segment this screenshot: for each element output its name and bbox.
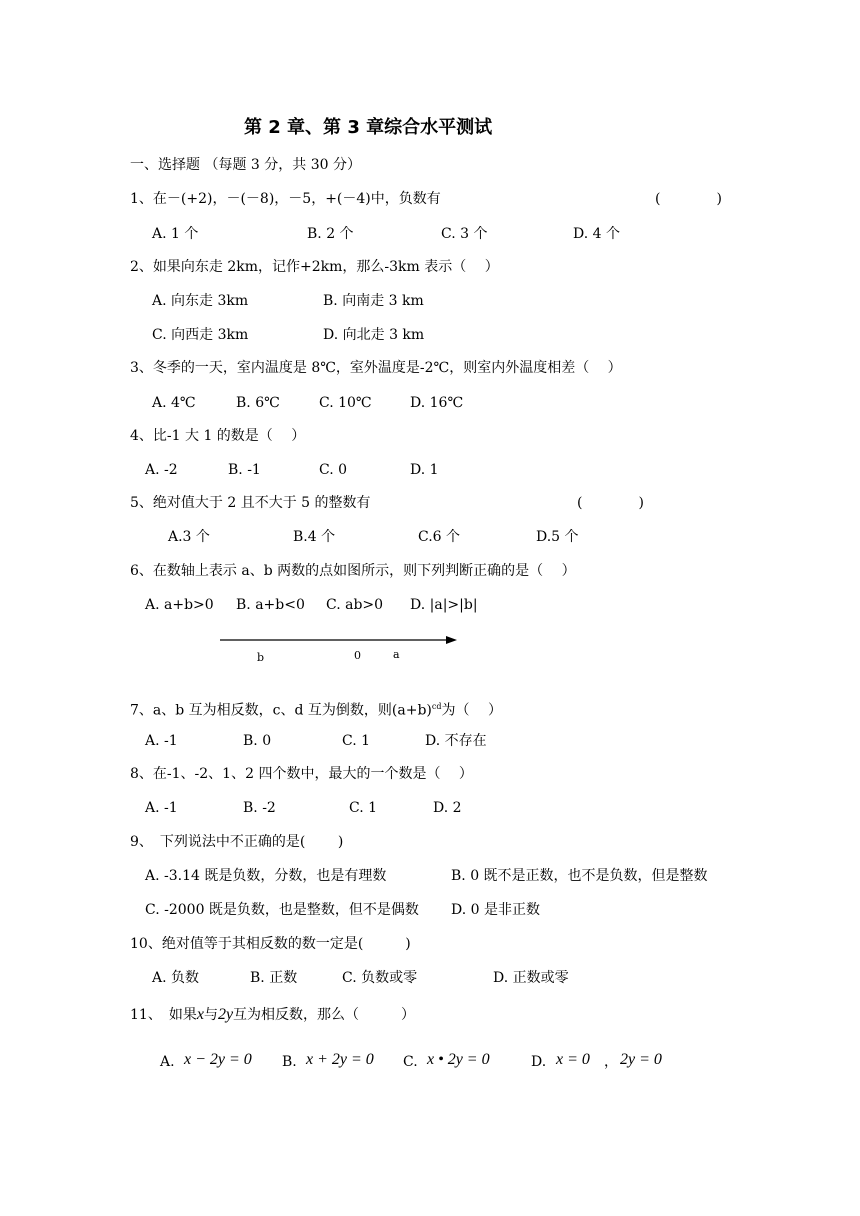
- question-11-stem: [130, 1006, 415, 1024]
- question-8-option-b: B. -2: [243, 800, 276, 816]
- section-heading: 一、选择题 （每题 3 分，共 30 分）: [130, 157, 361, 173]
- question-10-option-a: A. 负数: [152, 970, 200, 986]
- question-10-option-d: D. 正数或零: [493, 970, 569, 986]
- question-11-option-a-label: A.: [160, 1054, 175, 1070]
- question-1-option-a: A. 1 个: [152, 226, 199, 242]
- question-9-option-a: A. -3.14 既是负数，分数，也是有理数: [145, 868, 387, 884]
- question-7-option-c: C. 1: [342, 733, 371, 749]
- number-line-label-0: 0: [354, 649, 361, 662]
- question-6-option-d: D. |a|>|b|: [410, 597, 478, 613]
- question-7-stem-main: 7、a、b 互为相反数，c、d 互为倒数，则(a+b): [130, 702, 432, 719]
- question-3-option-a: A. 4℃: [152, 395, 196, 411]
- question-11-option-c-label: C.: [403, 1054, 418, 1070]
- question-11-option-d-label: D.: [531, 1054, 547, 1070]
- question-11-option-d-separator: ，: [604, 1054, 618, 1070]
- question-9-stem: 9、 下列说法中不正确的是( ): [130, 834, 344, 850]
- question-11-var-2y: 2y: [217, 1006, 234, 1023]
- question-9-option-d: D. 0 是非正数: [451, 902, 540, 918]
- question-11-stem-main: 11、 如果: [130, 1007, 197, 1023]
- question-2-option-d: D. 向北走 3 km: [323, 327, 425, 343]
- question-10-option-c: C. 负数或零: [342, 970, 418, 986]
- question-5-option-b: B.4 个: [293, 529, 336, 545]
- question-5-option-c: C.6 个: [418, 529, 461, 545]
- question-3-option-b: B. 6℃: [236, 395, 280, 411]
- question-4-option-a: A. -2: [145, 462, 178, 478]
- question-2-stem: 2、如果向东走 2km，记作+2km，那么-3km 表示（ ）: [130, 259, 499, 275]
- question-8-option-a: A. -1: [145, 800, 178, 816]
- question-7-stem-end: 为（ ）: [441, 702, 502, 719]
- question-7-option-b: B. 0: [243, 733, 272, 749]
- question-7-option-d: D. 不存在: [425, 733, 487, 749]
- question-6-option-a: A. a+b>0: [145, 597, 214, 613]
- question-11-var-x: x: [196, 1006, 204, 1023]
- question-1-answer-blank: ( ): [655, 191, 722, 207]
- question-6-option-b: B. a+b<0: [236, 597, 305, 613]
- question-7-option-a: A. -1: [145, 733, 178, 749]
- number-line-arrow-icon: [446, 636, 457, 644]
- number-line-label-a: a: [393, 648, 400, 661]
- question-1-option-c: C. 3 个: [441, 226, 488, 242]
- question-1-stem: 1、在－(+2)，－(－8)，－5，+(－4)中，负数有: [130, 191, 441, 207]
- number-line-label-b: b: [257, 651, 265, 664]
- question-9-option-b: B. 0 既不是正数，也不是负数，但是整数: [451, 868, 708, 884]
- question-10-stem: 10、绝对值等于其相反数的数一定是( ): [130, 936, 411, 952]
- question-6-option-c: C. ab>0: [326, 597, 384, 613]
- question-5-stem: 5、绝对值大于 2 且不大于 5 的整数有: [130, 495, 371, 511]
- question-5-answer-blank: ( ): [577, 495, 644, 511]
- question-11-option-d-part2: 2y = 0: [620, 1051, 662, 1068]
- question-4-option-b: B. -1: [228, 462, 261, 478]
- question-2-option-a: A. 向东走 3km: [152, 293, 249, 309]
- question-5-option-a: A.3 个: [168, 529, 210, 545]
- question-2-option-b: B. 向南走 3 km: [323, 293, 424, 309]
- question-2-option-c: C. 向西走 3km: [152, 327, 249, 343]
- question-7-stem: [130, 698, 502, 720]
- question-8-option-d: D. 2: [433, 800, 462, 816]
- question-11-connector: 与: [203, 1007, 218, 1023]
- question-11-option-b-label: B.: [282, 1054, 297, 1070]
- question-6-stem: 6、在数轴上表示 a、b 两数的点如图所示，则下列判断正确的是（ ）: [130, 563, 576, 579]
- question-4-option-d: D. 1: [410, 462, 439, 478]
- question-11-option-a: x − 2y = 0: [184, 1051, 252, 1068]
- question-4-option-c: C. 0: [319, 462, 348, 478]
- question-11-stem-end: 互为相反数，那么（ ）: [233, 1007, 416, 1023]
- question-7-exponent: cd: [431, 702, 442, 711]
- question-8-stem: 8、在-1、-2、1、2 四个数中，最大的一个数是（ ）: [130, 766, 473, 782]
- question-5-option-d: D.5 个: [536, 529, 579, 545]
- question-3-option-d: D. 16℃: [410, 395, 464, 411]
- question-11-option-d-part1: x = 0: [556, 1051, 590, 1068]
- number-line: [220, 632, 465, 666]
- question-10-option-b: B. 正数: [250, 970, 298, 986]
- question-3-stem: 3、冬季的一天，室内温度是 8℃，室外温度是-2℃，则室内外温度相差（ ）: [130, 360, 622, 376]
- question-1-option-b: B. 2 个: [307, 226, 354, 242]
- question-11-option-c: x • 2y = 0: [427, 1051, 490, 1068]
- question-1-option-d: D. 4 个: [573, 226, 620, 242]
- page-title: 第 2 章、第 3 章综合水平测试: [244, 117, 493, 138]
- question-9-option-c: C. -2000 既是负数，也是整数，但不是偶数: [145, 902, 419, 918]
- question-11-option-b: x + 2y = 0: [306, 1051, 374, 1068]
- question-8-option-c: C. 1: [349, 800, 378, 816]
- question-4-stem: 4、比-1 大 1 的数是（ ）: [130, 428, 306, 444]
- question-3-option-c: C. 10℃: [319, 395, 372, 411]
